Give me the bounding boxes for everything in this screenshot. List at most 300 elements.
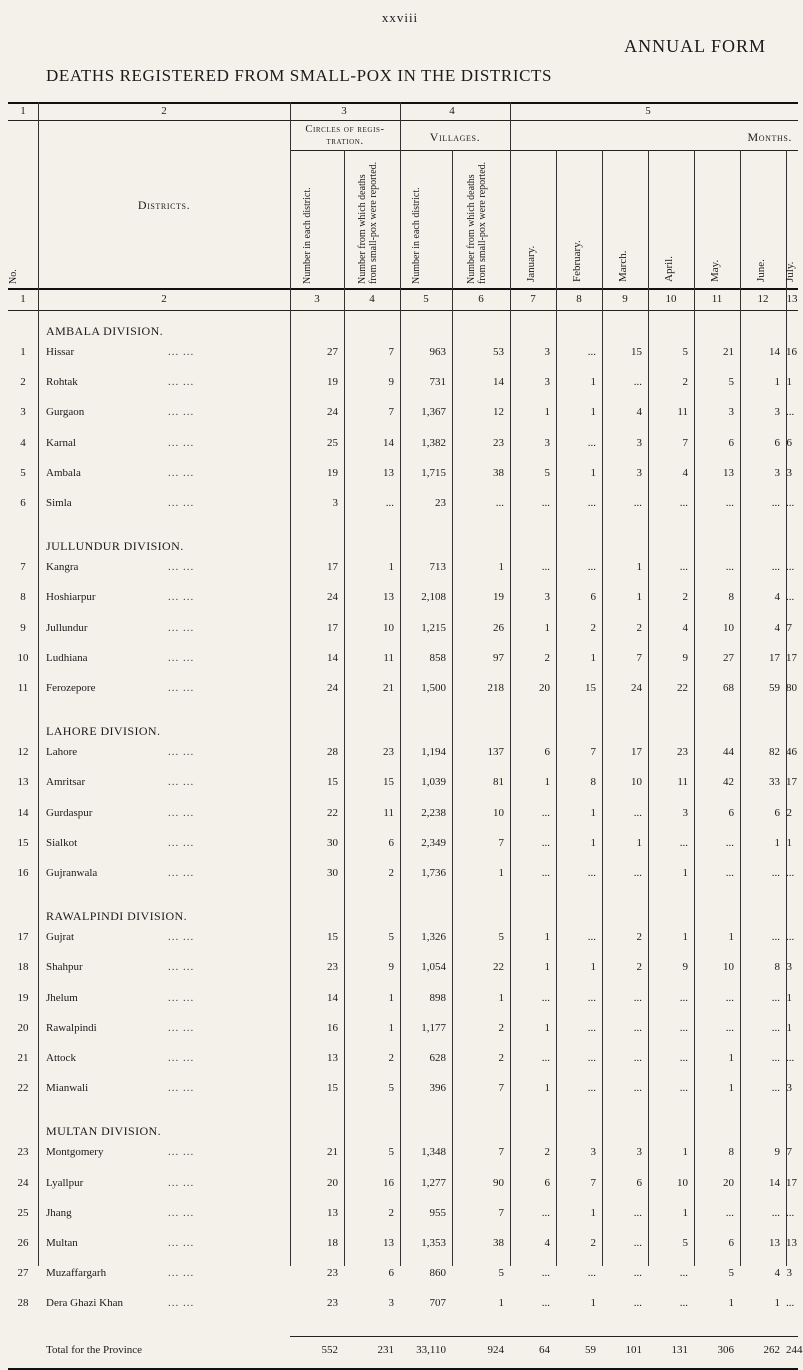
- table-cell: ...: [725, 991, 734, 1004]
- district-name: Hissar: [46, 346, 75, 358]
- table-cell: 10: [677, 1176, 688, 1189]
- district-name: Lyallpur: [46, 1176, 84, 1189]
- table-cell: 1: [590, 1206, 596, 1219]
- table-cell: 14: [769, 1176, 780, 1189]
- table-cell: 218: [487, 682, 504, 694]
- table-cell: 16: [383, 1176, 394, 1189]
- table-cell: 7: [388, 406, 394, 419]
- table-cell: 19: [327, 376, 338, 389]
- row-number: 24: [17, 1176, 29, 1189]
- table-cell: ...: [587, 436, 596, 449]
- division-heading: JULLUNDUR DIVISION.: [46, 539, 184, 554]
- rule-line: [8, 288, 798, 290]
- table-cell: 1: [544, 1082, 550, 1095]
- district-name: Kangra: [46, 561, 79, 574]
- total-cell: 924: [487, 1343, 504, 1356]
- table-cell: ...: [541, 561, 550, 574]
- row-number: 23: [17, 1146, 29, 1159]
- villages-number-from-which-header: Number from which deaths from small-pox were reported.: [466, 161, 488, 284]
- district-name: Shahpur: [46, 961, 83, 974]
- table-cell: 1: [786, 991, 792, 1004]
- table-cell: 5: [728, 376, 734, 389]
- row-number: 2: [20, 376, 26, 389]
- division-heading: LAHORE DIVISION.: [46, 724, 161, 739]
- table-cell: 2: [636, 961, 642, 974]
- row-number: 22: [17, 1082, 29, 1095]
- table-cell: 16: [786, 346, 797, 358]
- column-number: 3: [314, 293, 320, 305]
- villages-number-in-each-header: Number in each district.: [411, 187, 422, 284]
- month-header-1: January.: [525, 245, 537, 282]
- table-cell: 15: [383, 776, 394, 789]
- table-cell: 9: [682, 961, 688, 974]
- table-cell: 2: [590, 621, 596, 634]
- table-cell: ...: [725, 497, 734, 509]
- circles-of-registration-header: Circles of regis-tration.: [305, 124, 385, 147]
- table-cell: 24: [327, 682, 338, 694]
- table-cell: ...: [587, 561, 596, 574]
- table-cell: 19: [327, 466, 338, 479]
- month-header-2: February.: [571, 240, 583, 282]
- table-cell: 1: [682, 1146, 688, 1159]
- table-cell: 2: [590, 1237, 596, 1249]
- table-cell: 4: [774, 621, 780, 634]
- table-cell: 11: [677, 776, 688, 789]
- column-number: 10: [665, 293, 677, 305]
- table-cell: 3: [774, 406, 780, 419]
- table-cell: 22: [677, 682, 688, 694]
- row-number: 14: [17, 806, 29, 819]
- leader-dots: ... ...: [168, 746, 195, 759]
- table-cell: 713: [429, 561, 446, 574]
- table-cell: 4: [544, 1237, 550, 1249]
- table-cell: 1: [590, 406, 596, 419]
- total-cell: 231: [377, 1343, 394, 1356]
- column-number: 12: [757, 293, 769, 305]
- table-cell: 1: [636, 561, 642, 574]
- table-cell: ...: [786, 406, 795, 419]
- district-name: Jullundur: [46, 621, 88, 634]
- leader-dots: ... ...: [168, 961, 195, 974]
- table-cell: 1: [728, 931, 734, 944]
- table-cell: 1,353: [421, 1237, 446, 1249]
- table-cell: 33: [769, 776, 780, 789]
- table-cell: ...: [786, 867, 795, 879]
- district-name: Sialkot: [46, 836, 78, 849]
- table-cell: ...: [771, 1206, 780, 1219]
- table-cell: 1: [388, 1021, 394, 1034]
- column-number: 11: [711, 293, 723, 305]
- table-cell: ...: [679, 1052, 688, 1064]
- table-cell: 44: [723, 746, 734, 759]
- table-cell: 1: [498, 991, 504, 1004]
- table-cell: 3: [636, 436, 642, 449]
- table-cell: 14: [769, 346, 780, 358]
- row-number: 3: [20, 406, 26, 419]
- table-cell: 3: [786, 961, 792, 974]
- table-cell: 17: [786, 1176, 797, 1189]
- table-cell: ...: [771, 1052, 780, 1064]
- table-cell: 3: [544, 436, 550, 449]
- table-cell: 1: [682, 931, 688, 944]
- table-cell: 2: [682, 376, 688, 389]
- leader-dots: ... ...: [168, 436, 195, 449]
- table-cell: 11: [383, 651, 394, 664]
- table-cell: 7: [498, 1082, 504, 1095]
- leader-dots: ... ...: [168, 591, 195, 604]
- table-cell: ...: [633, 1237, 642, 1249]
- district-name: Gujranwala: [46, 867, 98, 879]
- district-name: Amritsar: [46, 776, 86, 789]
- table-cell: 2: [636, 621, 642, 634]
- table-cell: ...: [633, 1297, 642, 1310]
- table-cell: 2: [388, 1052, 394, 1064]
- table-cell: ...: [725, 561, 734, 574]
- table-cell: ...: [633, 1052, 642, 1064]
- leader-dots: ... ...: [168, 867, 195, 879]
- table-cell: ...: [771, 561, 780, 574]
- table-cell: 7: [636, 651, 642, 664]
- table-cell: 955: [429, 1206, 446, 1219]
- table-cell: 10: [493, 806, 504, 819]
- table-cell: ...: [541, 1297, 550, 1310]
- row-number: 18: [17, 961, 29, 974]
- table-cell: 11: [383, 806, 394, 819]
- table-cell: 24: [631, 682, 642, 694]
- column-number: 7: [530, 293, 536, 305]
- table-cell: ...: [633, 867, 642, 879]
- table-cell: 22: [327, 806, 338, 819]
- table-cell: 38: [493, 466, 504, 479]
- total-cell: 131: [671, 1343, 688, 1356]
- district-name: Lahore: [46, 746, 78, 759]
- leader-dots: ... ...: [168, 1176, 195, 1189]
- table-cell: 1: [498, 867, 504, 879]
- table-cell: 7: [682, 436, 688, 449]
- row-number: 1: [20, 346, 26, 358]
- table-cell: ...: [541, 1267, 550, 1280]
- table-cell: 3: [682, 806, 688, 819]
- table-cell: 2: [682, 591, 688, 604]
- table-cell: 24: [327, 406, 338, 419]
- table-cell: 6: [774, 806, 780, 819]
- row-number: 26: [17, 1237, 29, 1249]
- district-name: Ludhiana: [46, 651, 88, 664]
- table-cell: ...: [633, 991, 642, 1004]
- table-cell: 6: [774, 436, 780, 449]
- table-cell: 3: [786, 1082, 792, 1095]
- table-cell: 1: [544, 961, 550, 974]
- district-name: Jhang: [46, 1206, 72, 1219]
- table-cell: ...: [587, 1267, 596, 1280]
- table-cell: 6: [388, 836, 394, 849]
- table-cell: 21: [723, 346, 734, 358]
- table-cell: 17: [327, 561, 338, 574]
- table-cell: 1,326: [421, 931, 446, 944]
- table-cell: 59: [769, 682, 780, 694]
- table-cell: 2: [636, 931, 642, 944]
- leader-dots: ... ...: [168, 931, 195, 944]
- table-cell: ...: [771, 931, 780, 944]
- total-cell: 59: [585, 1343, 596, 1356]
- table-cell: ...: [679, 1267, 688, 1280]
- total-cell: 64: [539, 1343, 550, 1356]
- table-cell: 7: [786, 1146, 792, 1159]
- table-cell: ...: [587, 346, 596, 358]
- row-number: 21: [17, 1052, 29, 1064]
- table-cell: 1: [728, 1052, 734, 1064]
- table-cell: 17: [631, 746, 642, 759]
- total-cell: 244: [786, 1343, 803, 1356]
- table-cell: ...: [679, 836, 688, 849]
- table-cell: ...: [786, 591, 795, 604]
- table-cell: 8: [728, 1146, 734, 1159]
- table-cell: 53: [493, 346, 504, 358]
- table-cell: 2: [544, 651, 550, 664]
- table-cell: 97: [493, 651, 504, 664]
- table-cell: 1: [590, 466, 596, 479]
- leader-dots: ... ...: [168, 561, 195, 574]
- table-cell: ...: [633, 1082, 642, 1095]
- table-cell: 1: [590, 1297, 596, 1310]
- table-cell: 10: [631, 776, 642, 789]
- column-number: 9: [622, 293, 628, 305]
- leader-dots: ... ...: [168, 1052, 195, 1064]
- table-cell: ...: [771, 1021, 780, 1034]
- table-cell: 858: [429, 651, 446, 664]
- table-cell: 27: [723, 651, 734, 664]
- leader-dots: ... ...: [168, 682, 195, 694]
- rule-line: [8, 1368, 798, 1370]
- table-cell: 860: [429, 1267, 446, 1280]
- month-header-6: June.: [755, 259, 767, 282]
- table-cell: ...: [541, 836, 550, 849]
- table-cell: ...: [587, 1082, 596, 1095]
- table-cell: 3: [774, 466, 780, 479]
- table-cell: 3: [590, 1146, 596, 1159]
- page-number: xxviii: [381, 10, 419, 25]
- leader-dots: ... ...: [168, 621, 195, 634]
- table-cell: 1: [590, 836, 596, 849]
- column-rule: [786, 150, 787, 1266]
- table-cell: ...: [786, 1206, 795, 1219]
- leader-dots: ... ...: [168, 346, 195, 358]
- row-number: 12: [17, 746, 29, 759]
- district-name: Gurgaon: [46, 406, 85, 419]
- table-cell: ...: [771, 867, 780, 879]
- table-cell: 2: [544, 1146, 550, 1159]
- table-cell: ...: [587, 931, 596, 944]
- leader-dots: ... ...: [168, 466, 195, 479]
- table-cell: 13: [383, 1237, 394, 1249]
- table-cell: 1: [682, 867, 688, 879]
- table-cell: 7: [590, 1176, 596, 1189]
- table-cell: 7: [388, 346, 394, 358]
- table-cell: 1: [544, 776, 550, 789]
- table-cell: 6: [544, 1176, 550, 1189]
- table-cell: 5: [544, 466, 550, 479]
- month-header-4: April.: [663, 256, 675, 282]
- table-cell: 1: [544, 621, 550, 634]
- table-cell: 23: [327, 1267, 338, 1280]
- table-cell: 20: [539, 682, 550, 694]
- table-cell: 13: [383, 466, 394, 479]
- top-column-number: 4: [449, 105, 455, 117]
- total-label: Total for the Province: [46, 1343, 143, 1356]
- table-cell: 6: [388, 1267, 394, 1280]
- top-column-number: 1: [20, 105, 26, 117]
- leader-dots: ... ...: [168, 1146, 195, 1159]
- rule-line: [8, 310, 798, 311]
- table-cell: 1: [590, 806, 596, 819]
- table-cell: 15: [327, 1082, 338, 1095]
- months-header: Months.: [747, 130, 792, 144]
- table-cell: 2: [498, 1021, 504, 1034]
- table-cell: 90: [493, 1176, 504, 1189]
- row-number: 13: [17, 776, 29, 789]
- division-heading: MULTAN DIVISION.: [46, 1124, 161, 1139]
- table-cell: 6: [636, 1176, 642, 1189]
- total-cell: 552: [321, 1343, 338, 1356]
- table-cell: 2,238: [421, 806, 446, 819]
- table-cell: 2: [786, 806, 792, 819]
- column-rule: [344, 150, 345, 1266]
- table-cell: 5: [682, 1237, 688, 1249]
- table-cell: 6: [786, 436, 792, 449]
- table-cell: 1,367: [421, 406, 446, 419]
- table-cell: 2,108: [421, 591, 446, 604]
- row-number: 27: [17, 1267, 29, 1280]
- table-cell: 1,277: [421, 1176, 446, 1189]
- table-cell: 4: [774, 1267, 780, 1280]
- leader-dots: ... ...: [168, 376, 195, 389]
- table-cell: 2: [498, 1052, 504, 1064]
- table-cell: 15: [327, 931, 338, 944]
- top-column-number: 3: [341, 105, 347, 117]
- table-cell: 13: [383, 591, 394, 604]
- table-cell: 23: [493, 436, 504, 449]
- district-name: Rawalpindi: [46, 1021, 97, 1034]
- table-cell: ...: [385, 497, 394, 509]
- rule-line: [8, 102, 798, 104]
- table-cell: 21: [383, 682, 394, 694]
- table-cell: 7: [590, 746, 596, 759]
- table-cell: 3: [786, 466, 792, 479]
- table-cell: 9: [682, 651, 688, 664]
- table-cell: ...: [679, 1082, 688, 1095]
- table-cell: 19: [493, 591, 504, 604]
- table-cell: 10: [383, 621, 394, 634]
- table-cell: ...: [725, 836, 734, 849]
- table-cell: ...: [786, 1052, 795, 1064]
- table-cell: 1: [388, 991, 394, 1004]
- table-cell: 81: [493, 776, 504, 789]
- table-cell: 24: [327, 591, 338, 604]
- leader-dots: ... ...: [168, 1021, 195, 1034]
- district-name: Ambala: [46, 466, 81, 479]
- table-cell: 4: [774, 591, 780, 604]
- table-cell: 5: [388, 1146, 394, 1159]
- district-name: Karnal: [46, 436, 76, 449]
- table-cell: ...: [786, 931, 795, 944]
- leader-dots: ... ...: [168, 991, 195, 1004]
- table-cell: 7: [786, 621, 792, 634]
- table-cell: 1,194: [421, 746, 446, 759]
- table-cell: 23: [677, 746, 688, 759]
- division-heading: RAWALPINDI DIVISION.: [46, 909, 188, 924]
- table-cell: ...: [541, 991, 550, 1004]
- table-cell: 1: [728, 1297, 734, 1310]
- table-cell: ...: [786, 497, 795, 509]
- month-header-5: May.: [709, 259, 721, 282]
- table-cell: 5: [728, 1267, 734, 1280]
- column-number: 5: [423, 293, 429, 305]
- table-cell: 11: [677, 406, 688, 419]
- table-cell: 3: [786, 1267, 792, 1280]
- table-cell: 9: [388, 961, 394, 974]
- table-cell: 13: [327, 1206, 338, 1219]
- table-cell: ...: [633, 1267, 642, 1280]
- column-rule: [740, 150, 741, 1266]
- total-cell: 262: [763, 1343, 780, 1356]
- table-cell: 3: [544, 346, 550, 358]
- table-cell: 15: [327, 776, 338, 789]
- leader-dots: ... ...: [168, 1206, 195, 1219]
- table-cell: 15: [585, 682, 596, 694]
- table-cell: 23: [435, 497, 446, 509]
- table-cell: 3: [332, 497, 338, 509]
- table-cell: ...: [679, 991, 688, 1004]
- table-cell: ...: [633, 806, 642, 819]
- row-number: 25: [17, 1206, 29, 1219]
- table-cell: 68: [723, 682, 734, 694]
- column-rule: [648, 150, 649, 1266]
- district-name: Rohtak: [46, 376, 78, 389]
- table-cell: 1: [544, 931, 550, 944]
- table-cell: 26: [493, 621, 504, 634]
- table-cell: 1: [636, 591, 642, 604]
- total-cell: 306: [717, 1343, 734, 1356]
- table-cell: 4: [682, 621, 688, 634]
- column-number: 8: [576, 293, 582, 305]
- table-cell: ...: [587, 991, 596, 1004]
- table-cell: 628: [429, 1052, 446, 1064]
- table-cell: ...: [587, 1021, 596, 1034]
- table-cell: 8: [728, 591, 734, 604]
- table-cell: 20: [327, 1176, 338, 1189]
- table-cell: ...: [541, 1206, 550, 1219]
- table-cell: 9: [774, 1146, 780, 1159]
- leader-dots: ... ...: [168, 1297, 195, 1310]
- table-cell: 1: [682, 1206, 688, 1219]
- row-number: 5: [20, 466, 26, 479]
- table-cell: 15: [631, 346, 642, 358]
- district-name: Attock: [46, 1052, 76, 1064]
- table-cell: 3: [388, 1297, 394, 1310]
- table-cell: ...: [786, 1297, 795, 1310]
- table-cell: 13: [769, 1237, 780, 1249]
- table-cell: ...: [541, 497, 550, 509]
- table-cell: 3: [544, 376, 550, 389]
- table-cell: ...: [771, 1082, 780, 1095]
- district-name: Ferozepore: [46, 682, 96, 694]
- table-cell: 707: [429, 1297, 446, 1310]
- leader-dots: ... ...: [168, 497, 195, 509]
- table-cell: 12: [493, 406, 504, 419]
- table-cell: 30: [327, 867, 338, 879]
- table-cell: ...: [633, 1206, 642, 1219]
- table-cell: 5: [498, 931, 504, 944]
